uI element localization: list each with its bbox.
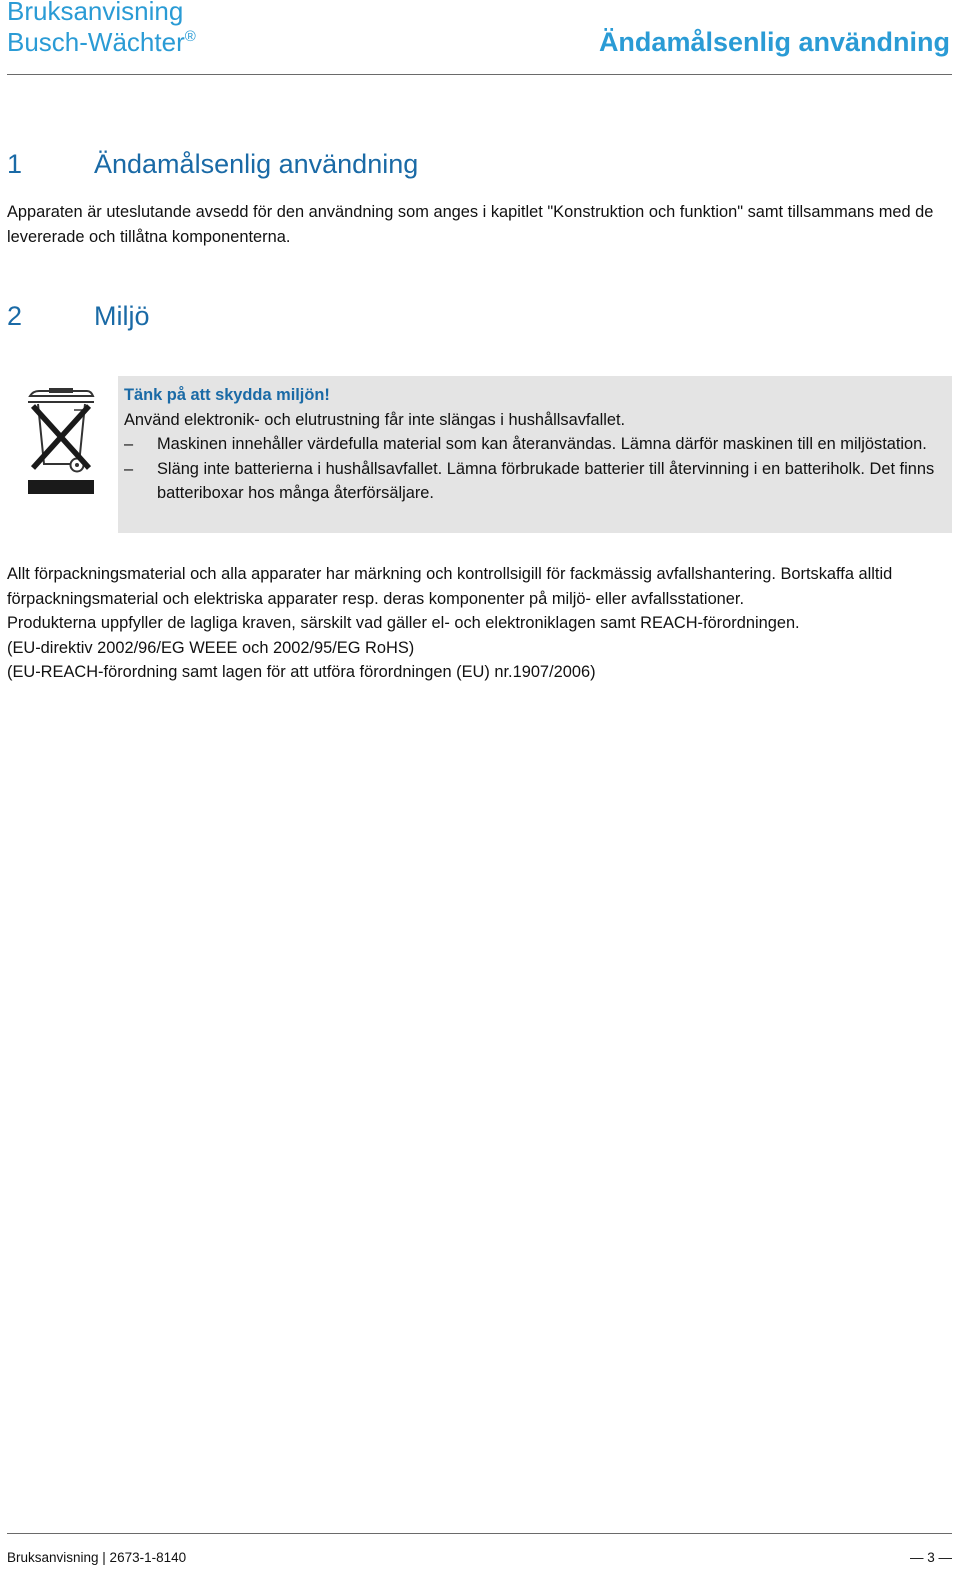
list-item [124,432,940,457]
list-item-text: Maskinen innehåller värdefulla material som kan återanvändas. Lämna därför maskinen till en miljöstation. [157,435,927,453]
section-number: 1 [7,149,23,179]
header-product-name: Busch-Wächter [7,27,185,57]
running-header-left [7,0,196,58]
section-title: Miljö [94,301,150,331]
list-item [124,457,940,506]
footer-divider [7,1533,952,1534]
section-1-body [7,200,937,249]
section-2-body [7,562,937,685]
section-number: 2 [7,301,23,331]
notice-bullet-list [124,432,940,506]
header-divider [7,74,952,75]
header-product [7,27,196,58]
header-doc-type: Bruksanvisning [7,0,184,26]
notice-title: Tänk på att skydda miljön! [124,386,330,404]
bullet-dash: – [124,459,134,478]
paragraph: (EU-direktiv 2002/96/EG WEEE och 2002/95/EG RoHS) [7,638,415,657]
bullet-dash: – [124,435,134,453]
paragraph: Allt förpackningsmaterial och alla apparater har märkning och kontrollsigill för fackmässig avfallshantering. Bortskaffa alltid förpackningsmaterial och elektriska apparater resp. deras komponenter på miljö- eller avfallsstationer. [7,565,893,608]
paragraph: Produkterna uppfyller de lagliga kraven, särskilt vad gäller el- och elektroniklagen samt REACH-förordningen. [7,614,800,632]
environment-notice [118,376,952,533]
paragraph: (EU-REACH-förordning samt lagen för att utföra förordningen (EU) nr.1907/2006) [7,663,596,681]
footer-document-id: Bruksanvisning | 2673-1-8140 [7,1550,187,1565]
list-item-text: Släng inte batterierna i hushållsavfallet. Lämna förbrukade batterier till återvinning i en batteriholk. Det finns batteriboxar hos många återförsäljare. [157,459,935,502]
page-number: — 3 — [909,1550,952,1565]
crossed-out-wheelie-bin-icon [27,388,95,496]
header-chapter-title: Ändamålsenlig användning [598,27,950,57]
registered-mark: ® [184,28,196,45]
notice-text: Använd elektronik- och elutrustning får inte slängas i hushållsavfallet. [124,410,626,429]
section-title: Ändamålsenlig användning [94,149,419,179]
paragraph: Apparaten är uteslutande avsedd för den användning som anges i kapitlet "Konstruktion och funktion" samt tillsammans med de levererade och tillåtna komponenterna. [7,203,934,246]
